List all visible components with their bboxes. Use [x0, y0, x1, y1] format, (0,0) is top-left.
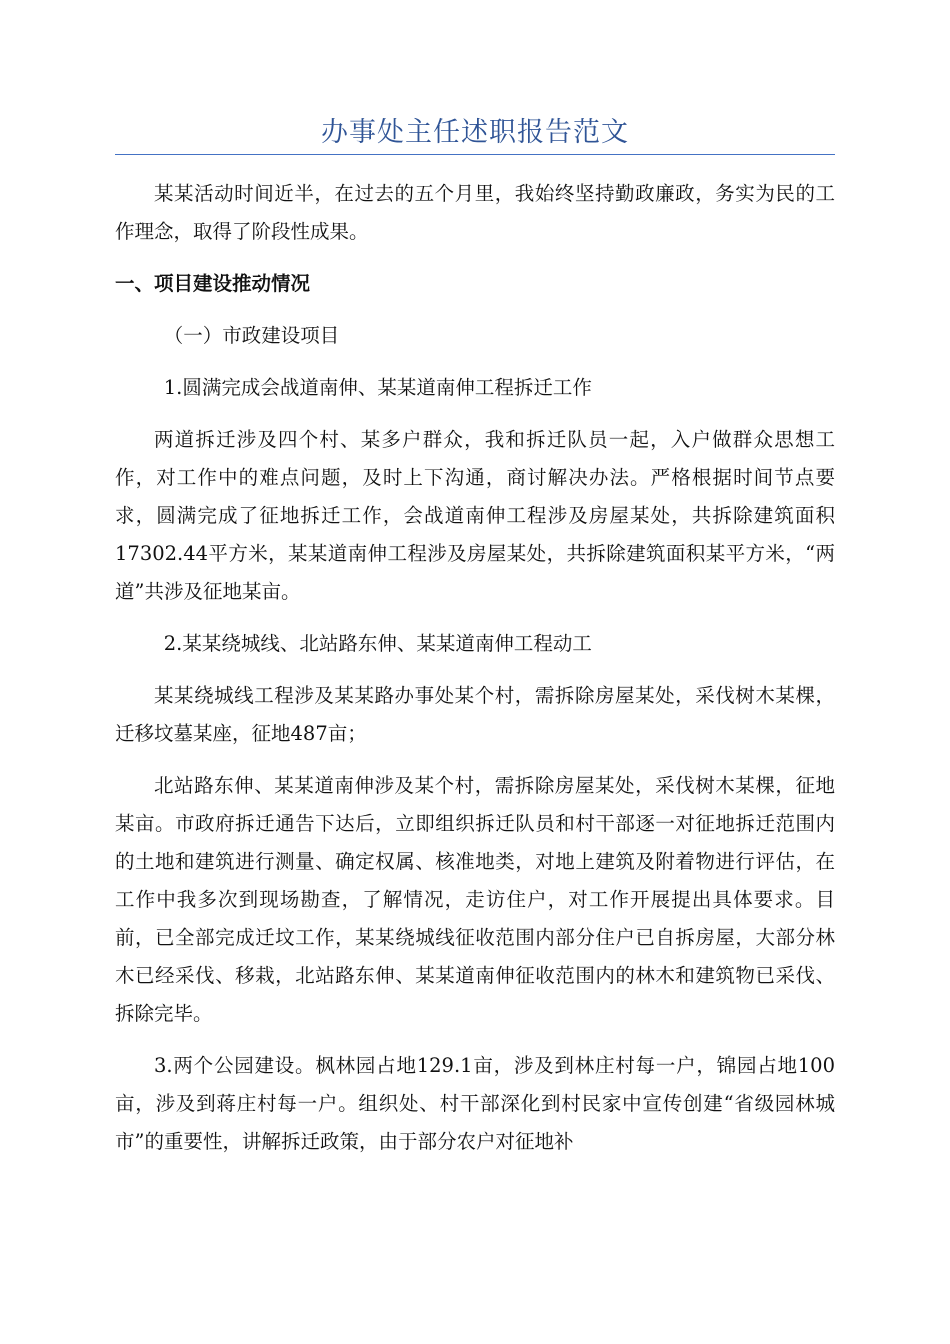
document-page	[115, 112, 835, 1161]
item2-paragraph-2: 北站路东伸、某某道南伸涉及某个村，需拆除房屋某处，采伐树木某棵，征地某亩。市政府拆迁通告下达后，立即组织拆迁队员和村干部逐一对征地拆迁范围内的土地和建筑进行测量、确定权属、核准地类，对地上建筑及附着物进行评估，在工作中我多次到现场勘查，了解情况，走访住户，对工作开展提出具体要求。目前，已全部完成迁坟工作，某某绕城线征收范围内部分住户已自拆房屋，大部分林木已经采伐、移栽，北站路东伸、某某道南伸征收范围内的林木和建筑物已采伐、拆除完毕。	[115, 774, 835, 1025]
section-heading-1: 一、项目建设推动情况	[115, 272, 311, 295]
item3-paragraph: 3.两个公园建设。枫林园占地129.1亩，涉及到林庄村每一户，锦园占地100亩，涉及到蒋庄村每一户。组织处、村干部深化到村民家中宣传创建“省级园林城市”的重要性，讲解拆迁政策，由于部分农户对征地补	[115, 1054, 835, 1153]
item-title-2: 2.某某绕城线、北站路东伸、某某道南伸工程动工	[163, 632, 592, 655]
item2-paragraph-1: 某某绕城线工程涉及某某路办事处某个村，需拆除房屋某处，采伐树木某棵，迁移坟墓某座，征地487亩；	[115, 684, 835, 745]
subsection-heading-1: （一）市政建设项目	[163, 324, 340, 347]
item1-paragraph: 两道拆迁涉及四个村、某多户群众，我和拆迁队员一起，入户做群众思想工作，对工作中的难点问题，及时上下沟通，商讨解决办法。严格根据时间节点要求，圆满完成了征地拆迁工作，会战道南伸工程涉及房屋某处，共拆除建筑面积17302.44平方米，某某道南伸工程涉及房屋某处，共拆除建筑面积某平方米，“两道”共涉及征地某亩。	[115, 428, 835, 603]
item-title-1: 1.圆满完成会战道南伸、某某道南伸工程拆迁工作	[163, 376, 592, 399]
document-title: 办事处主任述职报告范文	[115, 112, 835, 155]
intro-paragraph: 某某活动时间近半，在过去的五个月里，我始终坚持勤政廉政，务实为民的工作理念，取得了阶段性成果。	[115, 182, 835, 243]
